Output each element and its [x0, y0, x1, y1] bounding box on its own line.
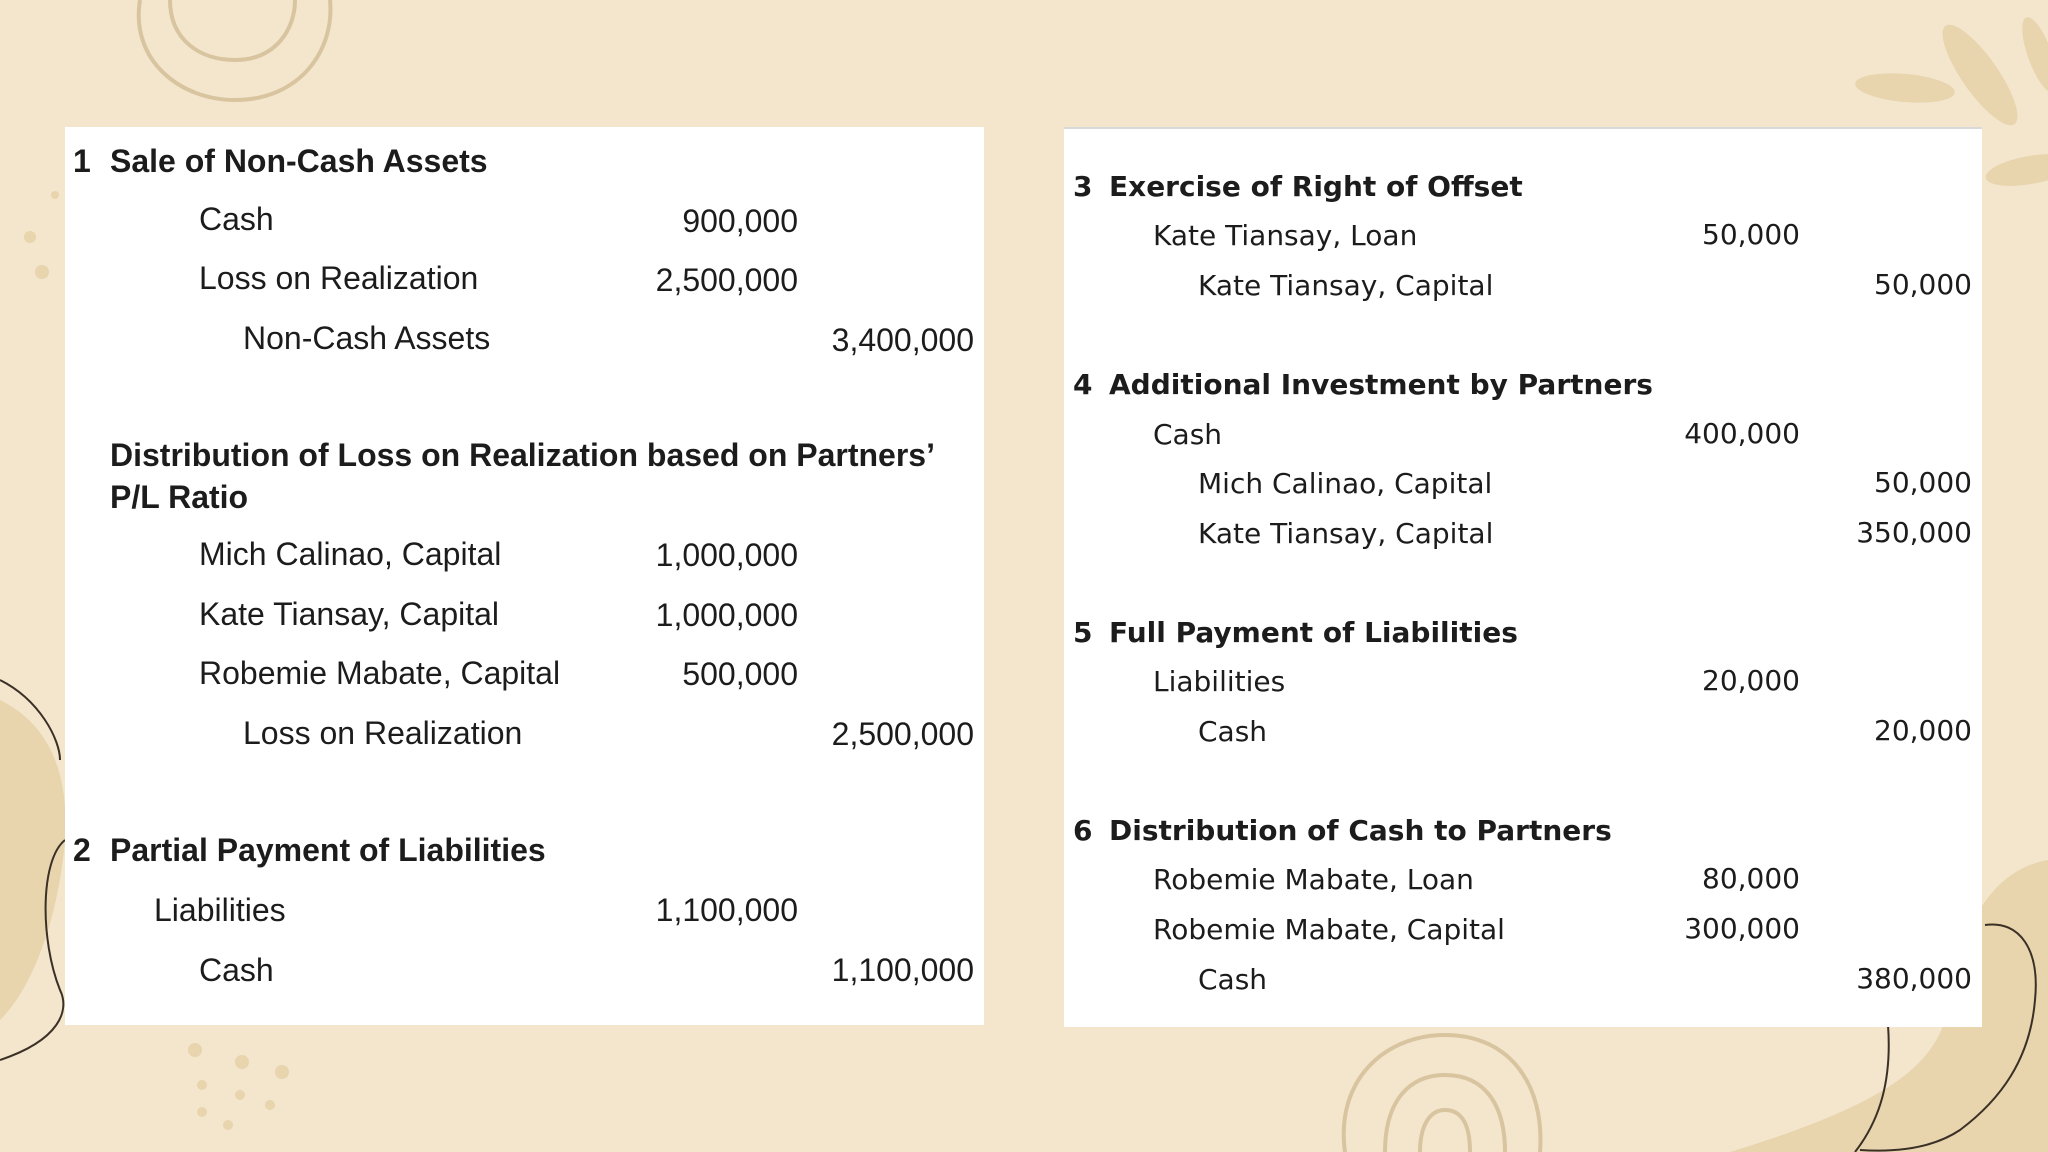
account-name: Cash [199, 952, 274, 988]
account-name: Robemie Mabate, Capital [199, 655, 561, 691]
debit-amount: 50,000 [1702, 218, 1800, 251]
account-name: Cash [1198, 963, 1268, 996]
section-title: Distribution of Loss on Realization based on Partners’ P/L Ratio [110, 437, 934, 515]
entry-number: 5 [1073, 616, 1093, 649]
debit-amount: 1,000,000 [655, 597, 798, 633]
debit-amount: 500,000 [682, 656, 798, 692]
entry-title: Partial Payment of Liabilities [110, 832, 546, 868]
credit-amount: 380,000 [1856, 962, 1972, 995]
entry-number: 1 [73, 143, 91, 179]
debit-amount: 1,100,000 [655, 892, 798, 928]
credit-amount: 50,000 [1874, 466, 1972, 499]
swirl-icon-top-left [139, 0, 331, 100]
account-name: Mich Calinao, Capital [1198, 467, 1493, 500]
account-name: Kate Tiansay, Capital [199, 596, 500, 632]
entry-number: 4 [1073, 368, 1093, 401]
debit-amount: 1,000,000 [655, 537, 798, 573]
credit-amount: 20,000 [1874, 714, 1972, 747]
account-name: Robemie Mabate, Loan [1153, 863, 1474, 896]
swirl-icon-bottom-center [1344, 1035, 1541, 1152]
account-name: Mich Calinao, Capital [199, 536, 502, 572]
account-name: Kate Tiansay, Loan [1153, 219, 1418, 252]
entry-title: Additional Investment by Partners [1109, 368, 1653, 401]
debit-amount: 2,500,000 [655, 262, 798, 298]
account-name: Cash [1153, 418, 1223, 451]
account-name: Loss on Realization [199, 260, 479, 296]
debit-amount: 20,000 [1702, 664, 1800, 697]
journal-panel-right [1064, 127, 1982, 1027]
journal-panel-left [65, 127, 984, 1025]
account-name: Cash [199, 201, 274, 237]
debit-amount: 900,000 [682, 203, 798, 239]
entry-number: 2 [73, 832, 91, 868]
account-name: Kate Tiansay, Capital [1198, 269, 1494, 302]
account-name: Liabilities [1153, 665, 1286, 698]
credit-amount: 2,500,000 [831, 716, 974, 752]
entry-title: Full Payment of Liabilities [1109, 616, 1518, 649]
account-name: Liabilities [154, 892, 286, 928]
account-name: Kate Tiansay, Capital [1198, 517, 1494, 550]
entry-number: 6 [1073, 814, 1093, 847]
debit-amount: 400,000 [1684, 417, 1800, 450]
credit-amount: 3,400,000 [831, 322, 974, 358]
account-name: Robemie Mabate, Capital [1153, 913, 1505, 946]
account-name: Cash [1198, 715, 1268, 748]
entry-title: Exercise of Right of Offset [1109, 170, 1523, 203]
credit-amount: 50,000 [1874, 268, 1972, 301]
debit-amount: 300,000 [1684, 912, 1800, 945]
entry-title: Distribution of Cash to Partners [1109, 814, 1612, 847]
entry-number: 3 [1073, 170, 1093, 203]
credit-amount: 1,100,000 [831, 952, 974, 988]
entry-title: Sale of Non-Cash Assets [110, 143, 488, 179]
account-name: Non-Cash Assets [243, 320, 491, 356]
blob-shape-bottom-left [0, 700, 66, 1020]
account-name: Loss on Realization [243, 715, 523, 751]
debit-amount: 80,000 [1702, 862, 1800, 895]
credit-amount: 350,000 [1856, 516, 1972, 549]
